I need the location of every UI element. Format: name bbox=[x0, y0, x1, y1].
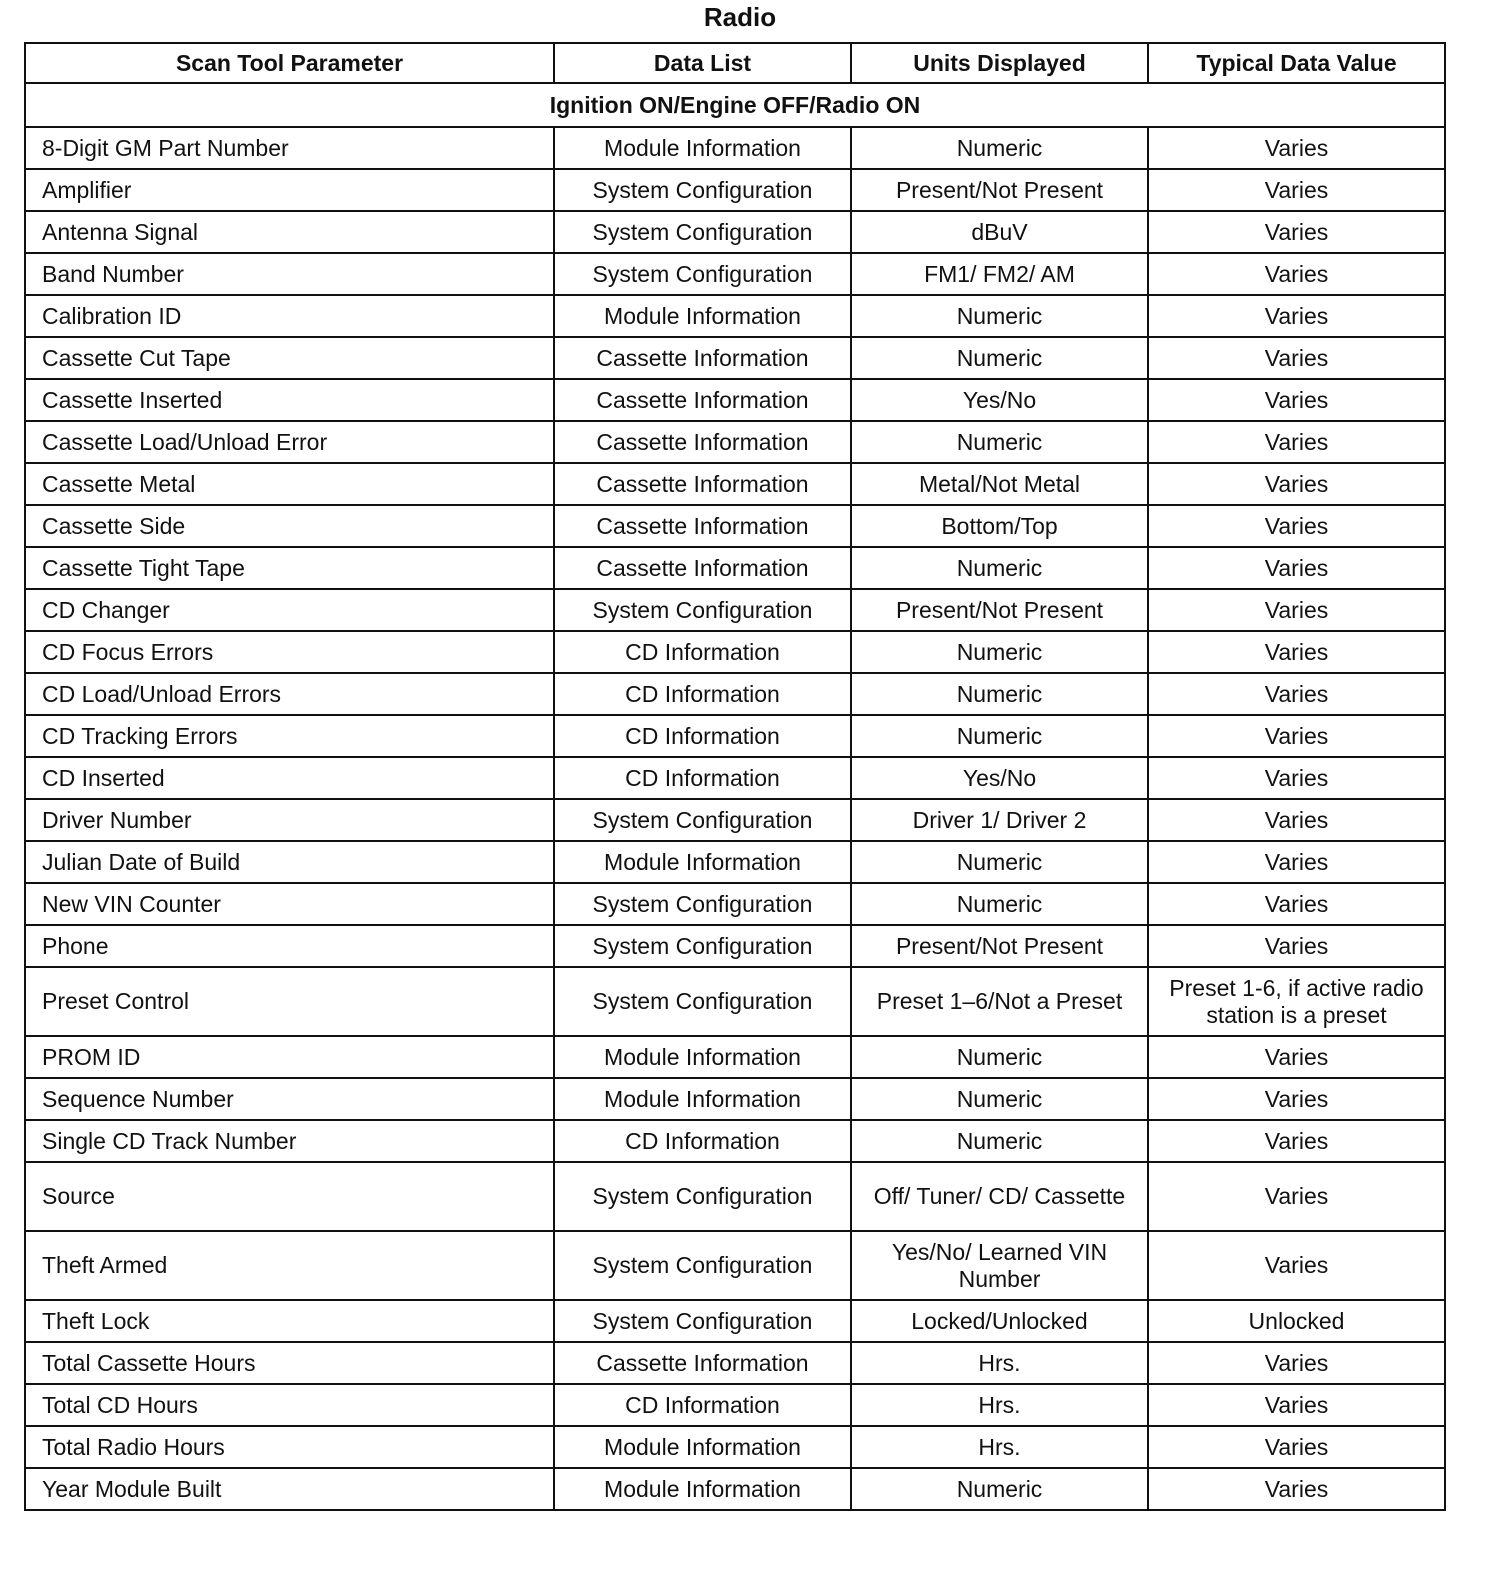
data-list-cell: System Configuration bbox=[554, 211, 851, 253]
typical-value-cell: Varies bbox=[1148, 505, 1445, 547]
table-row bbox=[25, 337, 1445, 379]
units-cell: Metal/Not Metal bbox=[851, 463, 1148, 505]
units-cell: Numeric bbox=[851, 127, 1148, 169]
units-cell: Numeric bbox=[851, 1120, 1148, 1162]
parameter-cell: Cassette Inserted bbox=[25, 379, 554, 421]
table-row bbox=[25, 925, 1445, 967]
data-list-cell: Module Information bbox=[554, 841, 851, 883]
typical-value-cell: Unlocked bbox=[1148, 1300, 1445, 1342]
table-row bbox=[25, 1078, 1445, 1120]
parameter-cell: Sequence Number bbox=[25, 1078, 554, 1120]
parameter-cell: Total CD Hours bbox=[25, 1384, 554, 1426]
units-cell: Numeric bbox=[851, 883, 1148, 925]
units-cell: Hrs. bbox=[851, 1384, 1148, 1426]
units-cell: Numeric bbox=[851, 547, 1148, 589]
data-list-cell: Cassette Information bbox=[554, 547, 851, 589]
table-row bbox=[25, 1384, 1445, 1426]
data-list-cell: System Configuration bbox=[554, 883, 851, 925]
data-list-cell: CD Information bbox=[554, 1384, 851, 1426]
table-row bbox=[25, 295, 1445, 337]
data-list-cell: System Configuration bbox=[554, 1300, 851, 1342]
data-list-cell: System Configuration bbox=[554, 169, 851, 211]
typical-value-cell: Varies bbox=[1148, 1384, 1445, 1426]
table-row bbox=[25, 1468, 1445, 1510]
typical-value-cell: Varies bbox=[1148, 211, 1445, 253]
data-list-cell: CD Information bbox=[554, 757, 851, 799]
units-cell: FM1/ FM2/ AM bbox=[851, 253, 1148, 295]
parameter-cell: Calibration ID bbox=[25, 295, 554, 337]
table-row bbox=[25, 757, 1445, 799]
parameter-cell: Source bbox=[25, 1162, 554, 1231]
typical-value-cell: Varies bbox=[1148, 379, 1445, 421]
table-row bbox=[25, 631, 1445, 673]
parameter-cell: Cassette Load/Unload Error bbox=[25, 421, 554, 463]
data-list-cell: System Configuration bbox=[554, 589, 851, 631]
column-header: Scan Tool Parameter bbox=[25, 43, 554, 83]
data-list-cell: Module Information bbox=[554, 1036, 851, 1078]
typical-value-cell: Varies bbox=[1148, 841, 1445, 883]
table-row bbox=[25, 253, 1445, 295]
page-title: Radio bbox=[703, 2, 777, 32]
units-cell: Preset 1–6/Not a Preset bbox=[851, 967, 1148, 1036]
parameter-cell: CD Changer bbox=[25, 589, 554, 631]
column-header: Data List bbox=[554, 43, 851, 83]
table-row bbox=[25, 967, 1445, 1036]
typical-value-cell: Varies bbox=[1148, 715, 1445, 757]
typical-value-cell: Varies bbox=[1148, 1342, 1445, 1384]
parameter-cell: 8-Digit GM Part Number bbox=[25, 127, 554, 169]
typical-value-cell: Varies bbox=[1148, 1468, 1445, 1510]
typical-value-cell: Varies bbox=[1148, 547, 1445, 589]
typical-value-cell: Varies bbox=[1148, 757, 1445, 799]
parameter-cell: Cassette Side bbox=[25, 505, 554, 547]
typical-value-cell: Varies bbox=[1148, 337, 1445, 379]
data-list-cell: CD Information bbox=[554, 673, 851, 715]
parameter-cell: Total Cassette Hours bbox=[25, 1342, 554, 1384]
parameter-cell: Cassette Metal bbox=[25, 463, 554, 505]
typical-value-cell: Varies bbox=[1148, 1036, 1445, 1078]
typical-value-cell: Varies bbox=[1148, 925, 1445, 967]
data-list-cell: CD Information bbox=[554, 1120, 851, 1162]
typical-value-cell: Varies bbox=[1148, 1078, 1445, 1120]
parameter-cell: New VIN Counter bbox=[25, 883, 554, 925]
data-list-cell: System Configuration bbox=[554, 799, 851, 841]
parameter-cell: Band Number bbox=[25, 253, 554, 295]
units-cell: Bottom/Top bbox=[851, 505, 1148, 547]
units-cell: Numeric bbox=[851, 715, 1148, 757]
data-list-cell: Module Information bbox=[554, 1426, 851, 1468]
units-cell: Present/Not Present bbox=[851, 169, 1148, 211]
typical-value-cell: Varies bbox=[1148, 1426, 1445, 1468]
data-list-cell: CD Information bbox=[554, 715, 851, 757]
table-row bbox=[25, 1036, 1445, 1078]
radio-data-table bbox=[24, 42, 1446, 1511]
parameter-cell: Single CD Track Number bbox=[25, 1120, 554, 1162]
typical-value-cell: Varies bbox=[1148, 673, 1445, 715]
units-cell: Numeric bbox=[851, 1036, 1148, 1078]
units-cell: Off/ Tuner/ CD/ Cassette bbox=[851, 1162, 1148, 1231]
table-row bbox=[25, 505, 1445, 547]
units-cell: Numeric bbox=[851, 1468, 1148, 1510]
units-cell: Driver 1/ Driver 2 bbox=[851, 799, 1148, 841]
units-cell: Yes/No/ Learned VIN Number bbox=[851, 1231, 1148, 1300]
typical-value-cell: Preset 1-6, if active radio station is a preset bbox=[1148, 967, 1445, 1036]
parameter-cell: Amplifier bbox=[25, 169, 554, 211]
data-list-cell: System Configuration bbox=[554, 1231, 851, 1300]
parameter-cell: Total Radio Hours bbox=[25, 1426, 554, 1468]
table-row bbox=[25, 715, 1445, 757]
units-cell: Hrs. bbox=[851, 1342, 1148, 1384]
table-row bbox=[25, 1426, 1445, 1468]
table-row bbox=[25, 463, 1445, 505]
parameter-cell: CD Tracking Errors bbox=[25, 715, 554, 757]
parameter-cell: CD Inserted bbox=[25, 757, 554, 799]
parameter-cell: Year Module Built bbox=[25, 1468, 554, 1510]
units-cell: Yes/No bbox=[851, 757, 1148, 799]
units-cell: Numeric bbox=[851, 841, 1148, 883]
table-row bbox=[25, 1342, 1445, 1384]
parameter-cell: Julian Date of Build bbox=[25, 841, 554, 883]
parameter-cell: Antenna Signal bbox=[25, 211, 554, 253]
table-row bbox=[25, 379, 1445, 421]
table-row bbox=[25, 1300, 1445, 1342]
data-list-cell: Module Information bbox=[554, 295, 851, 337]
typical-value-cell: Varies bbox=[1148, 127, 1445, 169]
table-row bbox=[25, 841, 1445, 883]
parameter-cell: PROM ID bbox=[25, 1036, 554, 1078]
data-list-cell: CD Information bbox=[554, 631, 851, 673]
table-row bbox=[25, 1162, 1445, 1231]
typical-value-cell: Varies bbox=[1148, 883, 1445, 925]
units-cell: Present/Not Present bbox=[851, 925, 1148, 967]
typical-value-cell: Varies bbox=[1148, 253, 1445, 295]
units-cell: Numeric bbox=[851, 673, 1148, 715]
parameter-cell: Phone bbox=[25, 925, 554, 967]
table-row bbox=[25, 211, 1445, 253]
data-list-cell: System Configuration bbox=[554, 1162, 851, 1231]
table-header-row bbox=[25, 43, 1445, 83]
units-cell: Present/Not Present bbox=[851, 589, 1148, 631]
table-row bbox=[25, 883, 1445, 925]
units-cell: Numeric bbox=[851, 631, 1148, 673]
table-row bbox=[25, 589, 1445, 631]
units-cell: Numeric bbox=[851, 1078, 1148, 1120]
condition-label: Ignition ON/Engine OFF/Radio ON bbox=[25, 83, 1445, 127]
units-cell: Hrs. bbox=[851, 1426, 1148, 1468]
data-list-cell: Module Information bbox=[554, 1078, 851, 1120]
condition-row bbox=[25, 83, 1445, 127]
typical-value-cell: Varies bbox=[1148, 463, 1445, 505]
parameter-cell: CD Load/Unload Errors bbox=[25, 673, 554, 715]
parameter-cell: Driver Number bbox=[25, 799, 554, 841]
data-list-cell: Cassette Information bbox=[554, 463, 851, 505]
data-list-cell: System Configuration bbox=[554, 925, 851, 967]
data-list-cell: Cassette Information bbox=[554, 1342, 851, 1384]
data-list-cell: Module Information bbox=[554, 1468, 851, 1510]
typical-value-cell: Varies bbox=[1148, 295, 1445, 337]
data-list-cell: Cassette Information bbox=[554, 505, 851, 547]
typical-value-cell: Varies bbox=[1148, 1162, 1445, 1231]
data-list-cell: System Configuration bbox=[554, 253, 851, 295]
table-row bbox=[25, 547, 1445, 589]
table-row bbox=[25, 421, 1445, 463]
parameter-cell: Theft Armed bbox=[25, 1231, 554, 1300]
units-cell: dBuV bbox=[851, 211, 1148, 253]
table-row bbox=[25, 799, 1445, 841]
typical-value-cell: Varies bbox=[1148, 1231, 1445, 1300]
table-row bbox=[25, 1231, 1445, 1300]
typical-value-cell: Varies bbox=[1148, 799, 1445, 841]
parameter-cell: Cassette Cut Tape bbox=[25, 337, 554, 379]
data-list-cell: Cassette Information bbox=[554, 337, 851, 379]
units-cell: Numeric bbox=[851, 337, 1148, 379]
column-header: Typical Data Value bbox=[1148, 43, 1445, 83]
parameter-cell: CD Focus Errors bbox=[25, 631, 554, 673]
parameter-cell: Theft Lock bbox=[25, 1300, 554, 1342]
units-cell: Yes/No bbox=[851, 379, 1148, 421]
units-cell: Numeric bbox=[851, 295, 1148, 337]
table-row bbox=[25, 169, 1445, 211]
table-row bbox=[25, 673, 1445, 715]
units-cell: Locked/Unlocked bbox=[851, 1300, 1148, 1342]
table-row bbox=[25, 1120, 1445, 1162]
parameter-cell: Cassette Tight Tape bbox=[25, 547, 554, 589]
typical-value-cell: Varies bbox=[1148, 631, 1445, 673]
data-list-cell: System Configuration bbox=[554, 967, 851, 1036]
column-header: Units Displayed bbox=[851, 43, 1148, 83]
data-list-cell: Cassette Information bbox=[554, 379, 851, 421]
data-list-cell: Module Information bbox=[554, 127, 851, 169]
typical-value-cell: Varies bbox=[1148, 589, 1445, 631]
typical-value-cell: Varies bbox=[1148, 421, 1445, 463]
typical-value-cell: Varies bbox=[1148, 169, 1445, 211]
table-row bbox=[25, 127, 1445, 169]
parameter-cell: Preset Control bbox=[25, 967, 554, 1036]
typical-value-cell: Varies bbox=[1148, 1120, 1445, 1162]
data-list-cell: Cassette Information bbox=[554, 421, 851, 463]
units-cell: Numeric bbox=[851, 421, 1148, 463]
